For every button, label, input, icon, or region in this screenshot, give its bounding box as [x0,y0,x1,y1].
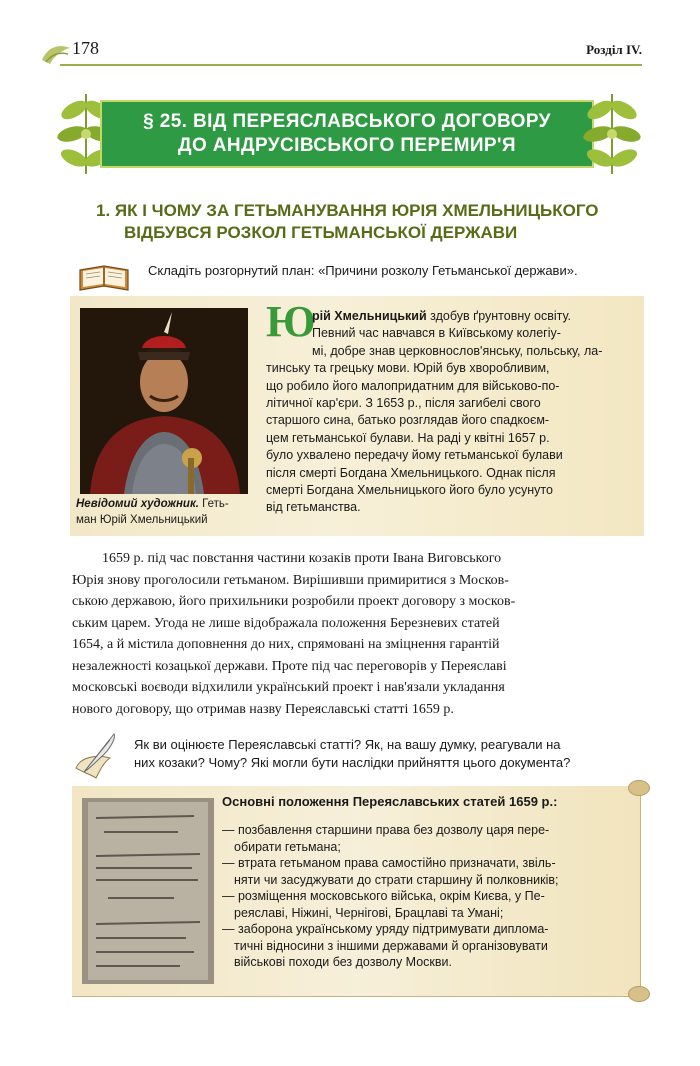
portrait-caption-artist: Невідомий художник. [76,498,199,510]
bio-line: літичної кар'єри. З 1653 р., після загибелі свого [266,396,541,411]
leaf-ornament-right-icon [582,88,642,180]
lesson-title-banner [100,100,594,168]
document-provision-line: — розміщення московського війська, окрім Києва, у Пе- [222,889,545,903]
document-provision-line: няти чи засуджувати до страти старшину й полковників; [234,872,559,887]
bio-line: від гетьманства. [266,500,361,515]
scroll-curl-top [628,780,650,796]
biography-text [266,308,634,517]
subsection-heading-line2: ВІДБУВСЯ РОЗКОЛ ГЕТЬМАНСЬКОЇ ДЕРЖАВИ [124,223,518,242]
bio-line: старшого сина, батько розглядав його спадкоєм- [266,413,550,428]
bio-lead-name: рій Хмельницький [312,309,427,323]
document-provision-line: реяславі, Ніжині, Чернігові, Брацлаві та Умані; [234,905,504,920]
portrait-yurii-khmelnytsky [80,308,248,494]
bio-line1-rest: здобув ґрунтовну освіту. [426,309,571,323]
document-provision-line: тичні відносини з іншими державами й організовувати [234,938,548,953]
section-label: Розділ IV. [586,42,642,57]
document-box [72,786,641,997]
lesson-title-line1: § 25. ВІД ПЕРЕЯСЛАВСЬКОГО ДОГОВОРУ [143,111,551,132]
document-heading: Основні положення Переяславських статей 1659 р.: [222,794,558,809]
body-line: ською державою, його прихильники розробили проект договору з москов- [72,594,516,609]
corner-leaf-ornament-icon [40,40,74,66]
bio-line: Певний час навчався в Київському колегіу- [312,326,561,341]
body-line: Юрія знову проголосили гетьманом. Вирішивши примиритися з Москов- [72,572,509,588]
bio-line: цем гетьманської булави. На раді у квітні 1657 р. [266,430,550,445]
bio-line: смерті Богдана Хмельницького його було усунуто [266,483,553,498]
bio-line: після смерті Богдана Хмельницького. Однак після [266,465,556,480]
body-line: нового договору, що отримав назву Переяславські статті 1659 р. [72,701,454,717]
quill-scroll-icon [70,728,120,782]
biography-box [70,296,644,536]
subsection-heading [96,200,656,244]
scroll-curl-bottom [628,986,650,1002]
drop-cap: Ю [266,297,316,346]
document-provision-line: — заборона українському уряду підтримувати диплома- [222,922,549,936]
lesson-title-line2: ДО АНДРУСІВСЬКОГО ПЕРЕМИР'Я [178,135,516,156]
bio-line: що робило його малопридатним для військово-по- [266,378,560,393]
bio-line: тинську та грецьку мови. Юрій був хворобливим, [266,361,550,376]
open-book-icon [76,262,132,294]
body-paragraph [72,548,644,720]
body-line: незалежності козацької держави. Проте під час переговорів у Переяславі [72,658,507,674]
question-line1: Як ви оцінюєте Переяславські статті? Як, на вашу думку, реагували на [134,737,561,752]
bio-line: було ухвалено передачу йому гетьманської булави [266,448,563,463]
document-provision-line: військові походи без дозволу Москви. [234,955,452,969]
historical-document-image [82,798,214,984]
document-provision-line: обирати гетьмана; [234,839,341,854]
document-provision-line: — позбавлення старшини права без дозволу царя пере- [222,823,550,837]
body-line: 1654, а й містила доповнення до них, спрямовані на зміцнення гарантій [72,637,500,652]
portrait-caption-line1-rest: Геть- [198,498,229,510]
portrait-caption [76,496,252,528]
body-line: ським царем. Угода не лише відображала положення Березневих статей [72,615,500,631]
question-prompt [134,736,646,772]
header-divider [60,64,642,66]
document-provision-line: — втрата гетьманом права самостійно призначати, звіль- [222,856,556,870]
body-line: московські воєводи відхилили український проект і нав'язали укладання [72,680,505,695]
question-line2: них козаки? Чому? Які могли бути наслідки прийняття цього документа? [134,755,571,770]
page-number: 178 [72,38,99,58]
body-line: 1659 р. під час повстання частини козаків проти Івана Виговського [102,551,502,566]
subsection-heading-line1: 1. ЯК І ЧОМУ ЗА ГЕТЬМАНУВАННЯ ЮРІЯ ХМЕЛЬНИЦЬКОГО [96,201,599,220]
bio-line: мі, добре знав церковнослов'янську, польську, ла- [312,343,603,358]
document-provisions-list [222,822,632,971]
task-instruction: Складіть розгорнутий план: «Причини розколу Гетьманської держави». [148,263,578,278]
portrait-caption-line2: ман Юрій Хмельницький [76,514,208,526]
